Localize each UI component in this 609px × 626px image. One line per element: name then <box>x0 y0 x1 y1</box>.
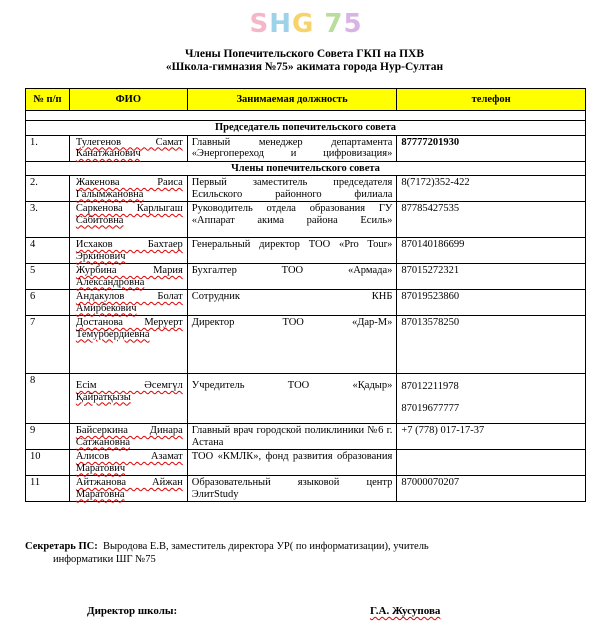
name-text: Исхаков Бахтаер Эркинович <box>75 239 183 262</box>
row-number: 7 <box>26 316 70 374</box>
row-name <box>69 135 187 161</box>
name-text: Андакулов Болат Амирбекович <box>75 291 183 314</box>
row-position: ТОО «КМЛК», фонд развития образования <box>187 450 397 476</box>
row-name <box>69 290 187 316</box>
row-phone <box>397 374 586 424</box>
trustees-table <box>25 88 586 502</box>
phone-value: 87019523860 <box>401 291 460 302</box>
row-phone <box>397 202 586 238</box>
row-phone <box>397 238 586 264</box>
table-row <box>26 476 586 502</box>
phone-value-2: 87019677777 <box>401 402 460 414</box>
director-name <box>370 605 440 617</box>
row-position: Главный менеджер департамента «Энергопереход и цифровизация» <box>187 135 397 161</box>
spacer-cell <box>26 111 586 121</box>
phone-value: 87000070207 <box>401 477 460 488</box>
table-row <box>26 238 586 264</box>
svg-text:SHG 75: SHG 75 <box>249 9 363 38</box>
secretary-line2: информатики ШГ №75 <box>53 554 156 565</box>
director-label: Директор школы: <box>87 605 178 617</box>
secretary-line1 <box>25 540 590 553</box>
name-text: Жакенова Раиса Галымжановна <box>75 177 183 200</box>
row-number: 5 <box>26 264 70 290</box>
row-phone <box>397 476 586 502</box>
phone-value: 870140186699 <box>401 239 465 250</box>
row-name <box>69 374 187 424</box>
row-number: 9 <box>26 424 70 450</box>
row-name <box>69 316 187 374</box>
row-position: Генеральный директор ТОО «Pro Tour» <box>187 238 397 264</box>
document-title-line1: Члены Попечительского Совета ГКП на ПХВ <box>184 48 425 60</box>
header-name: ФИО <box>69 89 187 111</box>
section-members: Члены попечительского совета <box>26 161 586 176</box>
title-line2-text: «Школа-гимназия №75» акимата города Нур-Султан <box>165 61 444 73</box>
name-text: Алисов Азамат Маратович <box>75 451 183 474</box>
phone-value: 8(7172)352-422 <box>401 177 470 188</box>
table-row <box>26 316 586 374</box>
secretary-text: Выродова Е.В, заместитель директора УР( по информатизации), учитель <box>102 541 429 552</box>
row-number: 3. <box>26 202 70 238</box>
header-position: Занимаемая должность <box>187 89 397 111</box>
phone-value: 87015272321 <box>401 265 460 276</box>
header-number: № п/п <box>26 89 70 111</box>
row-position: Руководитель отдела образования ГУ «Аппарат акима района Есиль» <box>187 202 397 238</box>
row-number: 1. <box>26 135 70 161</box>
row-number: 4 <box>26 238 70 264</box>
row-number: 8 <box>26 374 70 424</box>
table-header-row <box>26 89 586 111</box>
row-name <box>69 476 187 502</box>
phone-value: 87785427535 <box>401 203 460 214</box>
section-row-chairman <box>26 121 586 136</box>
director-name-text: Г.А. Жусупова <box>370 605 441 617</box>
row-name <box>69 202 187 238</box>
phone-value: 87012211978 <box>401 381 459 392</box>
row-number: 6 <box>26 290 70 316</box>
row-position: Образовательный языковой центр ЭлитStudy <box>187 476 397 502</box>
table-row <box>26 424 586 450</box>
row-number: 2. <box>26 176 70 202</box>
row-phone <box>397 176 586 202</box>
name-text: Есім Әсемгүл Қайратқызы <box>75 380 183 403</box>
section-chairman: Председатель попечительского совета <box>26 121 586 136</box>
row-position: Первый заместитель председателя Есильского районного филиала <box>187 176 397 202</box>
name-text: Айтжанова Айжан Маратовна <box>75 477 183 500</box>
table-row <box>26 176 586 202</box>
row-name <box>69 176 187 202</box>
row-position: Бухгалтер ТОО «Армада» <box>187 264 397 290</box>
row-position: Сотрудник КНБ <box>187 290 397 316</box>
row-name <box>69 450 187 476</box>
row-phone <box>397 316 586 374</box>
school-logo <box>226 8 386 38</box>
row-number: 11 <box>26 476 70 502</box>
row-name <box>69 424 187 450</box>
row-phone <box>397 290 586 316</box>
section-row-members <box>26 161 586 176</box>
table-row <box>26 374 586 424</box>
name-text: Журбина Мария Александровна <box>75 265 183 288</box>
row-phone <box>397 264 586 290</box>
phone-value: 87013578250 <box>401 317 460 328</box>
table-row <box>26 202 586 238</box>
row-phone: 87777201930 <box>397 135 586 161</box>
document-title-line2 <box>0 61 609 74</box>
row-position: Главный врач городской поликлиники №6 г. Астана <box>187 424 397 450</box>
name-text: Тулегенов Самат Канатжанович <box>75 136 183 159</box>
spacer-row <box>26 111 586 121</box>
table-row <box>26 135 586 161</box>
row-phone <box>397 450 586 476</box>
logo-image <box>241 8 371 38</box>
secretary-block <box>25 540 590 566</box>
name-text: Достанова Меруерт Темурбердиевна <box>75 317 183 340</box>
row-number: 10 <box>26 450 70 476</box>
name-text: Саркенова Карлыгаш Сабитовна <box>75 203 183 226</box>
row-position: Директор ТОО «Дар-М» <box>187 316 397 374</box>
row-name <box>69 238 187 264</box>
row-position: Учредитель ТОО «Қадыр» <box>187 374 397 424</box>
phone-value: +7 (778) 017-17-37 <box>401 425 485 436</box>
row-phone <box>397 424 586 450</box>
table-row <box>26 264 586 290</box>
header-phone: телефон <box>397 89 586 111</box>
name-text: Байсеркина Динара Сатжановна <box>75 425 183 448</box>
row-name <box>69 264 187 290</box>
table-row <box>26 290 586 316</box>
table-row <box>26 450 586 476</box>
secretary-label: Секретарь ПС: <box>25 541 98 552</box>
